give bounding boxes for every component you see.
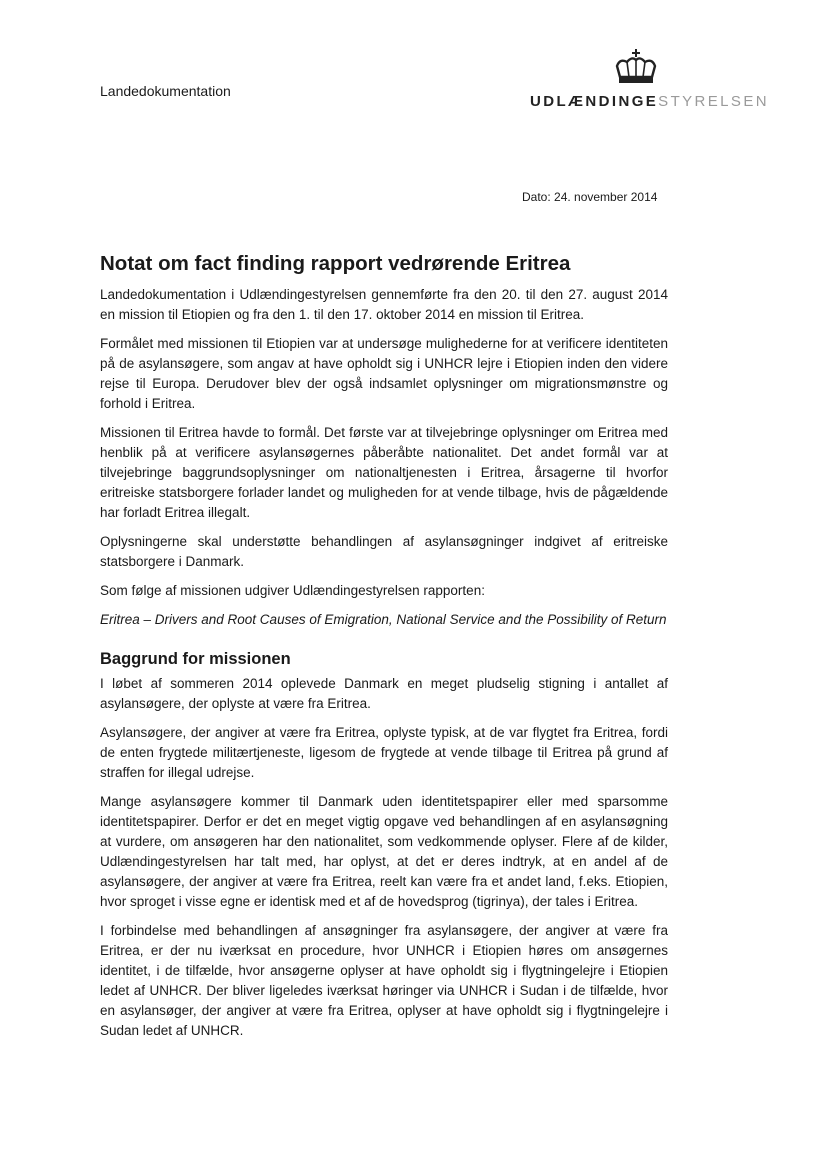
section-paragraph: I forbindelse med behandlingen af ansøgninger fra asylansøgere, der angiver at være fra Eritrea, er der nu iværksat en procedure, hvor UNHCR i Etiopien høres om ansøgernes identitet, i de tilfælde, hvor ansøgerne oplyser at have opholdt sig i flygtningelejre i Etiopien ledet af UNHCR. Der bliver ligeledes iværksat høringer via UNHCR i Sudan i de tilfælde, hvor en asylansøger, der angiver at være fra Eritrea, oplyser at have opholdt sig i flygtningelejre i Sudan ledet af UNHCR. xyxy=(100,923,668,1038)
department-label: Landedokumentation xyxy=(100,83,231,99)
intro-paragraph: Missionen til Eritrea havde to formål. Det første var at tilvejebringe oplysninger om Eritrea med henblik på at verificere asylansøgernes påberåbte nationalitet. Det andet formål var at tilvejebringe baggrundsoplysninger om nationaltjenesten i Eritrea, årsagerne til hvorfor eritreiske statsborgere forlader landet og muligheden for at vende tilbage, hvis de pågældende har forladt Eritrea illegalt. xyxy=(100,425,668,520)
document-body xyxy=(100,252,668,1050)
document-date: Dato: 24. november 2014 xyxy=(522,190,658,204)
report-title: Eritrea – Drivers and Root Causes of Emigration, National Service and the Possibility of Return xyxy=(100,612,667,627)
section-heading: Baggrund for missionen xyxy=(100,650,291,668)
intro-paragraph: Landedokumentation i Udlændingestyrelsen gennemførte fra den 20. til den 27. august 2014 en mission til Etiopien og fra den 1. til den 17. oktober 2014 en mission til Eritrea. xyxy=(100,287,668,322)
logo-light-text: STYRELSEN xyxy=(658,93,769,110)
logo-strong-text: UDLÆNDINGE xyxy=(530,93,659,110)
document-title: Notat om fact finding rapport vedrørende Eritrea xyxy=(100,252,571,275)
section-paragraph: Mange asylansøgere kommer til Danmark uden identitetspapirer eller med sparsomme identitetspapirer. Derfor er det en meget vigtig opgave ved behandlingen af en asylansøgning at vurdere, om ansøgeren har den nationalitet, som vedkommende oplyser. Flere af de kilder, Udlændingestyrelsen har talt med, har oplyst, at det er deres indtryk, at en andel af de asylansøgere, der angiver at være fra Eritrea, reelt kan være fra et andet land, f.eks. Etiopien, hvor sproget i visse egne er identisk med et af de hovedsprog (tigrinya), der tales i Eritrea. xyxy=(100,794,668,909)
intro-paragraph: Som følge af missionen udgiver Udlændingestyrelsen rapporten: xyxy=(100,583,485,598)
section-paragraph: I løbet af sommeren 2014 oplevede Danmark en meget pludselig stigning i antallet af asylansøgere, der oplyste at være fra Eritrea. xyxy=(100,676,668,711)
intro-paragraph: Formålet med missionen til Etiopien var at undersøge mulighederne for at verificere identiteten på de asylansøgere, som angav at have opholdt sig i UNHCR lejre i Etiopien inden den videre rejse til Europa. Derudover blev der også indsamlet oplysninger om migrationsmønstre og forhold i Eritrea. xyxy=(100,336,668,411)
intro-paragraph: Oplysningerne skal understøtte behandlingen af asylansøgninger indgivet af eritreiske statsborgere i Danmark. xyxy=(100,534,668,569)
section-paragraph: Asylansøgere, der angiver at være fra Eritrea, oplyste typisk, at de var flygtet fra Eritrea, fordi de enten frygtede militærtjeneste, ligesom de frygtede at vende tilbage til Eritrea på grund af straffen for illegal udrejse. xyxy=(100,725,668,780)
agency-logo-text xyxy=(530,93,769,110)
crown-icon xyxy=(611,48,661,88)
